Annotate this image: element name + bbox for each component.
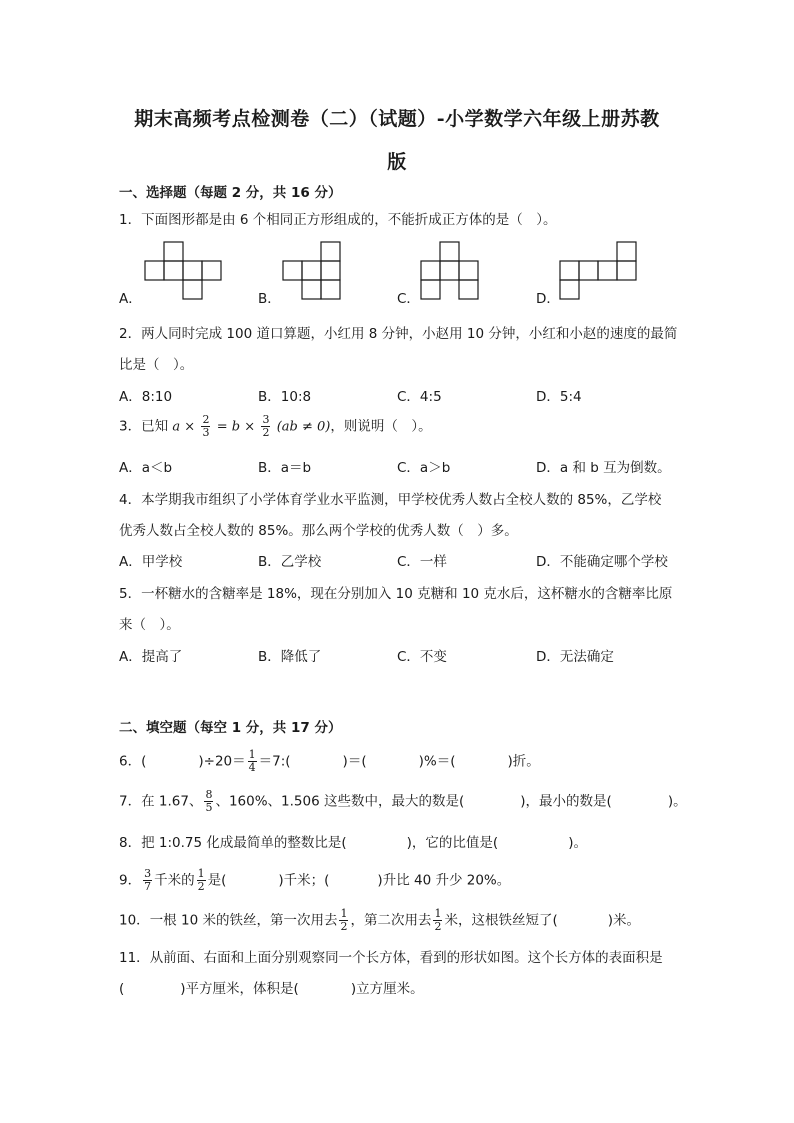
- equation-middle: = b ×: [216, 419, 256, 435]
- option-5d[interactable]: D．无法确定: [536, 649, 614, 665]
- question-text: 下面图形都是由 6 个相同正方形组成的，不能折成正方体的是（ ）。: [141, 212, 557, 228]
- question-text: 一杯糖水的含糖率是 18%，现在分别加入 10 克糖和 10 克水后，这杯糖水的含糖率比原: [141, 586, 673, 602]
- question-number: 3．: [119, 418, 142, 435]
- question-number: 8．: [119, 835, 142, 851]
- option-4b[interactable]: B．乙学校: [258, 554, 322, 570]
- fraction-three-sevenths: $\frac{3}{7}$: [144, 867, 152, 893]
- document-title: 期末高频考点检测卷（二）（试题）-小学数学六年级上册苏教: [134, 108, 660, 130]
- fraction-one-quarter: $\frac{1}{4}$: [248, 748, 256, 774]
- question-number: 10．: [119, 912, 150, 929]
- option-3b[interactable]: B．a＝b: [258, 460, 312, 476]
- question-5: [119, 582, 672, 602]
- question-number: 4．: [119, 492, 142, 508]
- question-3: [119, 414, 432, 439]
- equation-condition: (ab ≠ 0): [276, 419, 331, 435]
- question-1: [119, 208, 557, 228]
- question-9: 9． $\frac{3}{7}$ 千米的 $\frac{1}{2}$ 是( )千米；( )升比 40 升少 20%。: [119, 867, 511, 893]
- cube-net-figure-c: [421, 242, 478, 298]
- question-text: 本学期我市组织了小学体育学业水平监测，甲学校优秀人数占全校人数的 85%，乙学校: [141, 492, 662, 508]
- option-3a[interactable]: A．a＜b: [119, 460, 173, 476]
- cube-net-figure-d: [560, 242, 636, 298]
- question-11-continued: ( )平方厘米，体积是( )立方厘米。: [119, 981, 424, 997]
- cube-net-figure-b: [283, 242, 340, 298]
- question-number: 2．: [119, 326, 142, 342]
- question-2: [119, 322, 677, 342]
- option-5a[interactable]: A．提高了: [119, 649, 183, 665]
- fraction-one-half: $\frac{1}{2}$: [340, 907, 348, 933]
- option-2d[interactable]: D．5:4: [536, 389, 582, 405]
- option-3c[interactable]: C．a＞b: [397, 460, 451, 476]
- option-4c[interactable]: C．一样: [397, 554, 447, 570]
- fraction-eight-fifths: $\frac{8}{5}$: [205, 788, 213, 814]
- question-11: [119, 946, 663, 966]
- question-10: 10．一根 10 米的铁丝，第一次用去 $\frac{1}{2}$ ，第二次用去 $\frac{1}{2}$ 米，这根铁丝短了( )米。: [119, 907, 641, 933]
- question-6: 6．( )÷20＝ $\frac{1}{4}$ ＝7:( )＝( )%＝( )折。: [119, 748, 540, 774]
- question-text-prefix: 已知: [141, 418, 169, 435]
- option-1c[interactable]: C．: [397, 291, 420, 307]
- question-number: 11．: [119, 950, 150, 966]
- option-4d[interactable]: D．不能确定哪个学校: [536, 554, 668, 570]
- question-number: 6．: [119, 753, 142, 770]
- question-number: 1．: [119, 212, 142, 228]
- equation-left: a ×: [172, 419, 196, 435]
- question-number: 9．: [119, 872, 142, 889]
- question-7: 7．在 1.67、 $\frac{8}{5}$ 、160%、1.506 这些数中，最大的数是( )，最小的数是( )。: [119, 788, 687, 814]
- option-1a[interactable]: A．: [119, 291, 142, 307]
- option-5c[interactable]: C．不变: [397, 649, 447, 665]
- question-4: [119, 488, 661, 508]
- question-text-suffix: ，则说明（ ）。: [330, 418, 432, 435]
- section-heading-choice: 一、选择题（每题 2 分，共 16 分）: [119, 185, 342, 201]
- fraction-one-half: $\frac{1}{2}$: [197, 867, 205, 893]
- option-3d[interactable]: D．a 和 b 互为倒数。: [536, 460, 671, 476]
- document-title-continued: 版: [387, 151, 407, 173]
- fraction-three-halves: $\frac{3}{2}$: [262, 413, 270, 439]
- option-2c[interactable]: C．4:5: [397, 389, 442, 405]
- cube-net-figure-a: [145, 242, 221, 298]
- question-4-continued: 优秀人数占全校人数的 85%。那么两个学校的优秀人数（ ）多。: [119, 523, 518, 539]
- question-text: 两人同时完成 100 道口算题，小红用 8 分钟，小赵用 10 分钟，小红和小赵的速度的最简: [141, 326, 678, 342]
- option-1d[interactable]: D．: [536, 291, 560, 307]
- fraction-two-thirds: $\frac{2}{3}$: [202, 413, 210, 439]
- option-4a[interactable]: A．甲学校: [119, 554, 183, 570]
- question-2-continued: 比是（ ）。: [119, 357, 194, 373]
- question-number: 5．: [119, 586, 142, 602]
- option-5b[interactable]: B．降低了: [258, 649, 322, 665]
- question-text: 从前面、右面和上面分别观察同一个长方体，看到的形状如图。这个长方体的表面积是: [149, 950, 663, 966]
- question-8: 8．把 1:0.75 化成最简单的整数比是( )，它的比值是( )。: [119, 835, 587, 851]
- option-1b[interactable]: B．: [258, 291, 281, 307]
- question-5-continued: 来（ ）。: [119, 617, 180, 633]
- question-number: 7．: [119, 793, 142, 810]
- fraction-one-half: $\frac{1}{2}$: [434, 907, 442, 933]
- option-2a[interactable]: A．8:10: [119, 389, 173, 405]
- option-2b[interactable]: B．10:8: [258, 389, 312, 405]
- section-heading-fill-blank: 二、填空题（每空 1 分，共 17 分）: [119, 720, 342, 736]
